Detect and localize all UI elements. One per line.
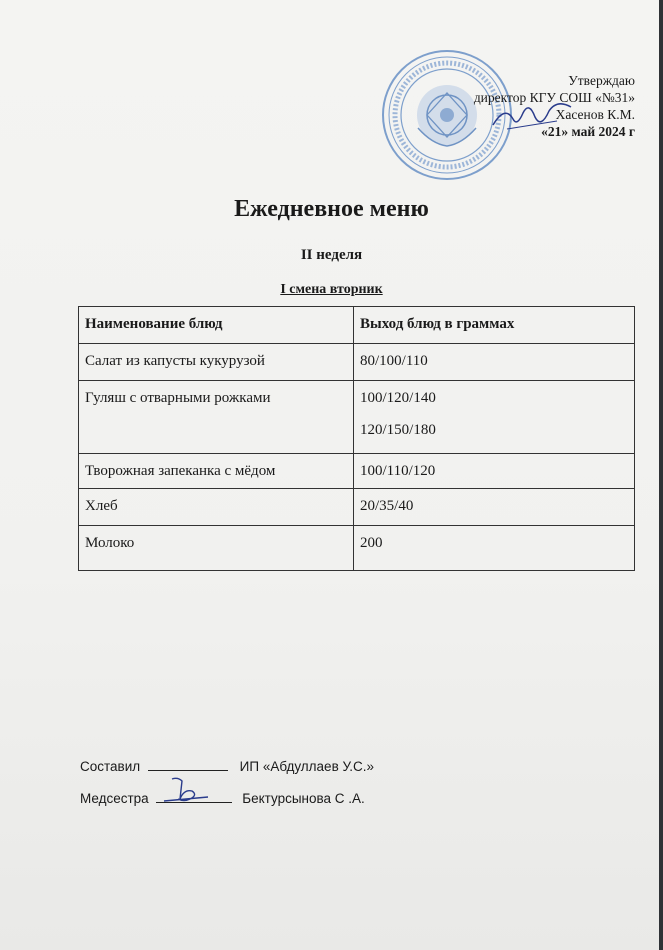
dish-weight: 80/100/110: [354, 344, 635, 381]
background-edge: [659, 0, 663, 950]
dish-weight: 200: [354, 526, 635, 571]
dish-weight: 100/120/140: [360, 390, 436, 406]
page-title: Ежедневное меню: [234, 196, 429, 222]
approval-line-1: Утверждаю: [568, 73, 635, 88]
dish-name: Хлеб: [79, 489, 354, 526]
approval-date: «21» май 2024 г: [541, 124, 635, 139]
column-header-weight: Выход блюд в граммах: [354, 307, 635, 344]
dish-weight: 100/110/120: [354, 454, 635, 489]
compiled-by-row: [80, 758, 374, 774]
dish-name: Творожная запеканка с мёдом: [79, 454, 354, 489]
column-header-dish: Наименование блюд: [79, 307, 354, 344]
nurse-row: [80, 790, 365, 806]
dish-name: Молоко: [79, 526, 354, 571]
table-row: [79, 489, 635, 526]
signature-line: [148, 758, 228, 771]
approval-line-2: директор КГУ СОШ «№31»: [473, 90, 635, 105]
table-row: [79, 381, 635, 454]
table-header-row: [79, 307, 635, 344]
week-label: II неделя: [300, 247, 363, 263]
dish-weight-alt: 120/150/180: [360, 422, 436, 438]
nurse-label: Медсестра: [80, 791, 149, 806]
nurse-name: Бектурсынова С .А.: [242, 791, 365, 806]
dish-weight: 20/35/40: [354, 489, 635, 526]
table-row: [79, 454, 635, 489]
approval-line-3: Хасенов К.М.: [555, 107, 635, 122]
table-row: [79, 344, 635, 381]
signature-line: [156, 790, 232, 803]
shift-label: I смена вторник: [280, 282, 383, 297]
approval-block: [474, 72, 635, 140]
menu-table: [78, 306, 635, 571]
dish-weight-cell: [354, 381, 635, 454]
table-row: [79, 526, 635, 571]
compiled-label: Составил: [80, 759, 141, 774]
dish-name: Гуляш с отварными рожками: [79, 381, 354, 454]
dish-name: Салат из капусты кукурузой: [79, 344, 354, 381]
compiled-by-name: ИП «Абдуллаев У.С.»: [239, 759, 375, 774]
